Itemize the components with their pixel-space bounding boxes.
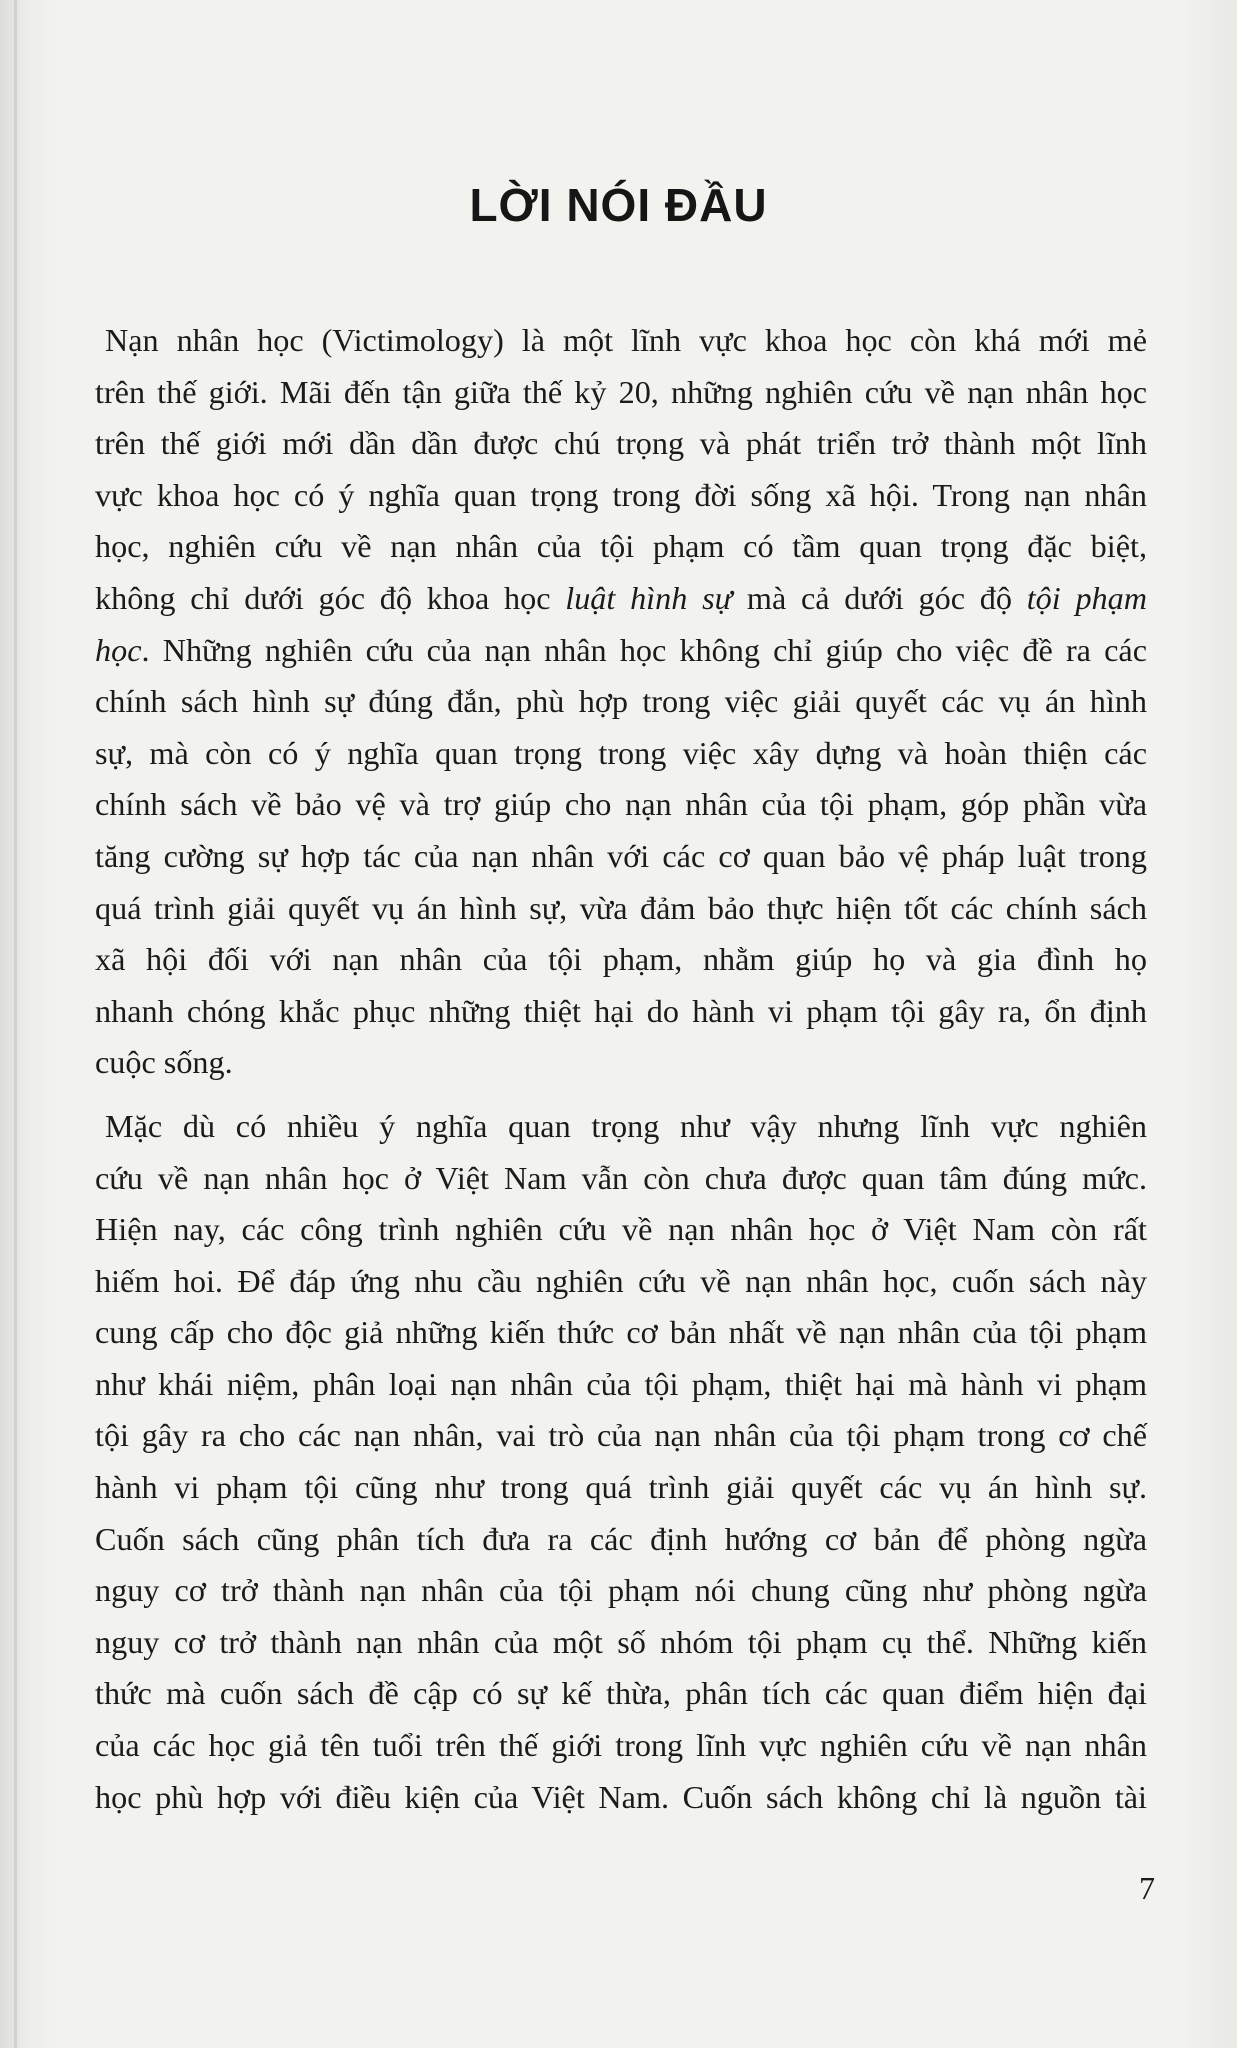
- text-line: Nạn nhân học (Victimology) là một lĩnh vực khoa học còn khá mới mẻ: [105, 322, 1147, 358]
- text-line: nhanh chóng khắc phục những thiệt hại do hành vi phạm tội gây ra, ổn định: [95, 992, 1147, 1029]
- text-line: xã hội đối với nạn nhân của tội phạm, nhằm giúp họ và gia đình họ: [95, 941, 1147, 978]
- italic-term: luật hình sự: [565, 579, 733, 616]
- text-line: như khái niệm, phân loại nạn nhân của tội phạm, thiệt hại mà hành vi phạm: [95, 1365, 1147, 1402]
- text-run: . Những nghiên cứu của nạn nhân học không chỉ giúp cho việc đề ra các: [141, 631, 1147, 668]
- text-line: sự, mà còn có ý nghĩa quan trọng trong việc xây dựng và hoàn thiện các: [95, 734, 1147, 771]
- text-line: chính sách hình sự đúng đắn, phù hợp trong việc giải quyết các vụ án hình: [95, 683, 1147, 720]
- text-line: quá trình giải quyết vụ án hình sự, vừa đảm bảo thực hiện tốt các chính sách: [95, 889, 1147, 926]
- paragraph-2: [95, 1101, 1147, 1823]
- body-text: [95, 315, 1147, 1835]
- text-line: học phù hợp với điều kiện của Việt Nam. Cuốn sách không chỉ là nguồn tài: [95, 1778, 1147, 1815]
- text-line: Hiện nay, các công trình nghiên cứu về nạn nhân học ở Việt Nam còn rất: [95, 1211, 1147, 1248]
- page-number: 7: [1139, 1870, 1155, 1906]
- text-line: cung cấp cho độc giả những kiến thức cơ bản nhất về nạn nhân của tội phạm: [95, 1314, 1147, 1351]
- text-line: nguy cơ trở thành nạn nhân của một số nhóm tội phạm cụ thể. Những kiến: [95, 1623, 1147, 1660]
- italic-term: tội phạm: [1026, 579, 1147, 616]
- text-line: Cuốn sách cũng phân tích đưa ra các định hướng cơ bản để phòng ngừa: [95, 1520, 1147, 1557]
- text-run: mà cả dưới góc độ: [732, 579, 1027, 616]
- text-line: vực khoa học có ý nghĩa quan trọng trong đời sống xã hội. Trong nạn nhân: [95, 476, 1147, 513]
- text-line: trên thế giới mới dần dần được chú trọng và phát triển trở thành một lĩnh: [95, 425, 1147, 462]
- page-title: LỜI NÓI ĐẦU: [469, 179, 768, 231]
- text-line: cứu về nạn nhân học ở Việt Nam vẫn còn chưa được quan tâm đúng mức.: [95, 1159, 1147, 1196]
- text-line: trên thế giới. Mãi đến tận giữa thế kỷ 20, những nghiên cứu về nạn nhân học: [95, 373, 1147, 410]
- text-line: hiếm hoi. Để đáp ứng nhu cầu nghiên cứu về nạn nhân học, cuốn sách này: [95, 1262, 1147, 1299]
- text-line: học, nghiên cứu về nạn nhân của tội phạm có tầm quan trọng đặc biệt,: [95, 528, 1147, 565]
- text-line: hành vi phạm tội cũng như trong quá trình giải quyết các vụ án hình sự.: [95, 1469, 1147, 1506]
- text-line: tội gây ra cho các nạn nhân, vai trò của nạn nhân của tội phạm trong cơ chế: [95, 1417, 1147, 1454]
- text-line-mixed: [95, 573, 1147, 625]
- text-run: không chỉ dưới góc độ khoa học: [95, 579, 566, 616]
- text-line-mixed: [95, 625, 1147, 677]
- binding-shadow: [14, 0, 17, 2048]
- text-line: Mặc dù có nhiều ý nghĩa quan trọng như vậy nhưng lĩnh vực nghiên: [105, 1107, 1147, 1144]
- paragraph-1: [95, 315, 1147, 1089]
- text-line: của các học giả tên tuổi trên thế giới trong lĩnh vực nghiên cứu về nạn nhân: [95, 1727, 1147, 1764]
- text-line: thức mà cuốn sách đề cập có sự kế thừa, phân tích các quan điểm hiện đại: [95, 1675, 1147, 1712]
- text-line: chính sách về bảo vệ và trợ giúp cho nạn nhân của tội phạm, góp phần vừa: [95, 786, 1147, 823]
- text-line: cuộc sống.: [95, 1044, 233, 1081]
- text-line: tăng cường sự hợp tác của nạn nhân với các cơ quan bảo vệ pháp luật trong: [95, 837, 1147, 874]
- italic-term: học: [95, 631, 142, 668]
- text-line: nguy cơ trở thành nạn nhân của tội phạm nói chung cũng như phòng ngừa: [95, 1572, 1147, 1609]
